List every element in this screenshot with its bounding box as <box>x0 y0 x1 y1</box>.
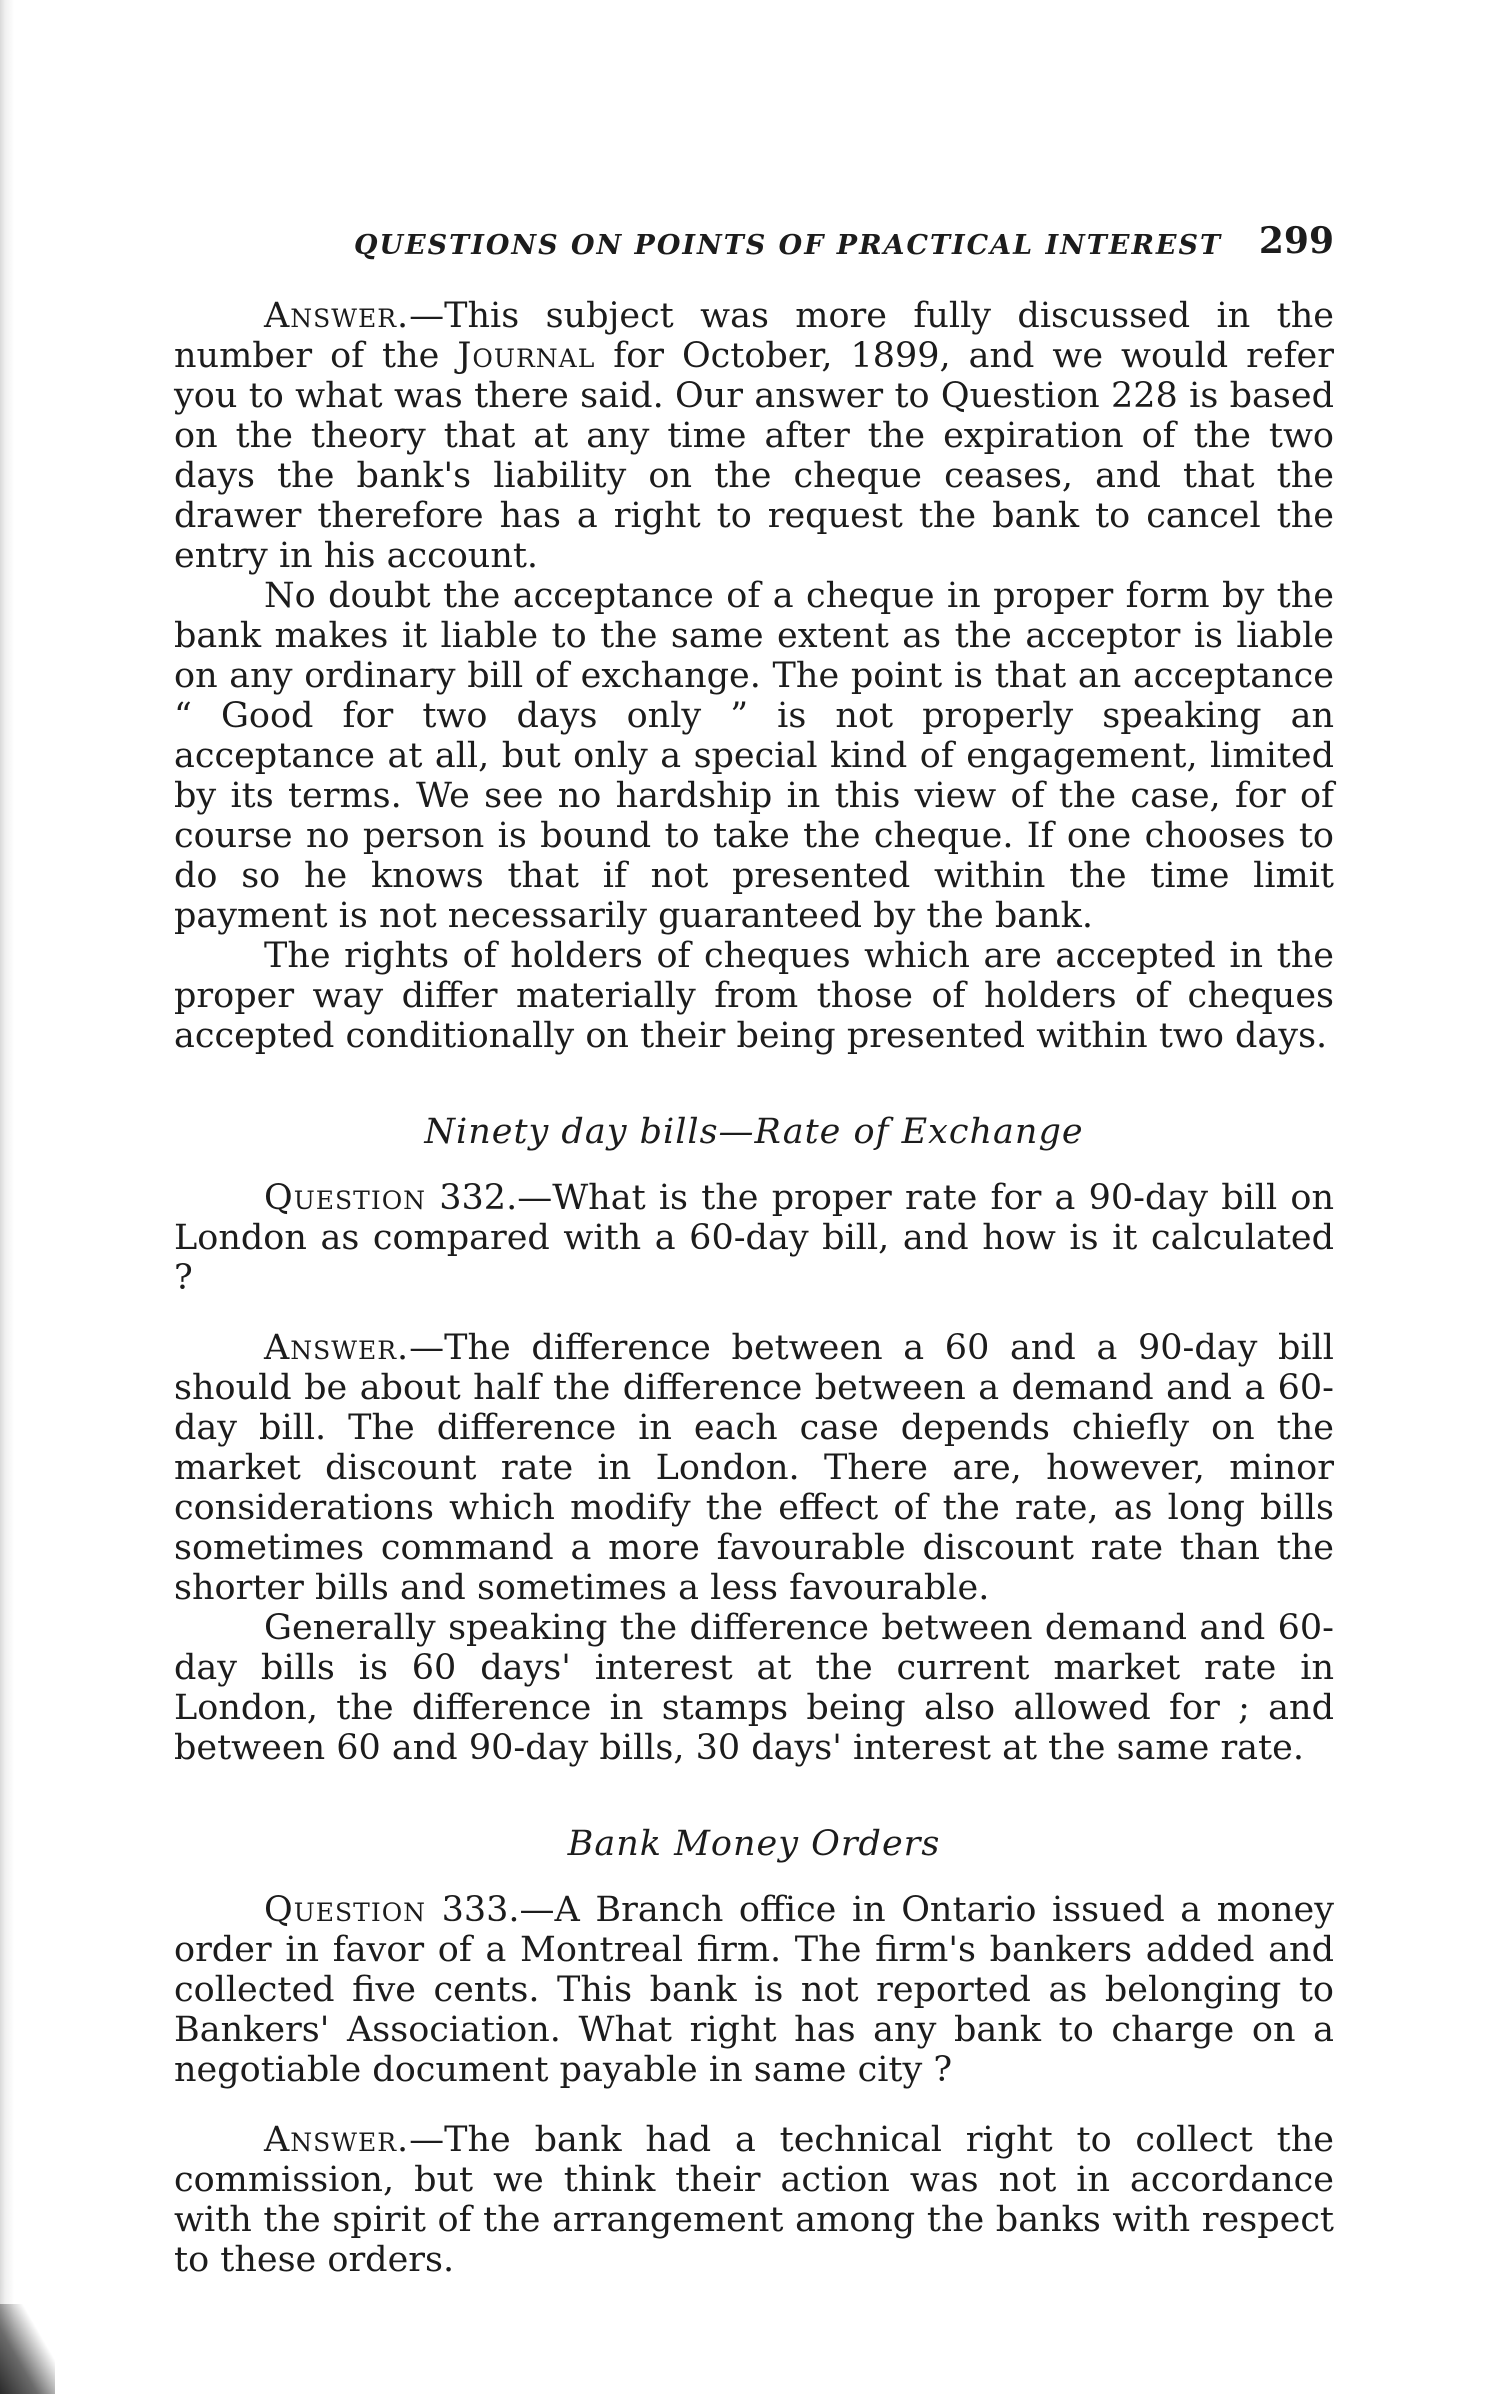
paragraph: Generally speaking the difference between demand and 60-day bills is 60 days' interest at the current market rate in London, the difference in stamps being also allowed for ; and between 60 and 90-day bills, 30 days' interest at the same rate. <box>174 1608 1334 1768</box>
text-run: 332.—What is the proper rate for a 90-day bill on London as compared with a 60-day bill, and how is it calculated ? <box>174 1178 1334 1298</box>
journal-word: Journal <box>457 336 596 376</box>
text-run: —The bank had a technical right to collect the commission, but we think their action was not in accordance with the spirit of the arrangement among the banks with respect to these orders. <box>174 2120 1334 2280</box>
running-title: QUESTIONS ON POINTS OF PRACTICAL INTEREST <box>354 230 1223 261</box>
answer-lead: Answer. <box>264 2120 410 2160</box>
text-run: —The difference between a 60 and a 90-day bill should be about half the difference between a demand and a 60-day bill. The difference in each case depends chiefly on the market discount rate in London. There are, however, minor considerations which modify the effect of the rate, as long bills sometimes command a more favourable discount rate than the shorter bills and sometimes a less favourable. <box>174 1328 1334 1608</box>
text-run: for October, 1899, and we would refer you to what was there said. Our answer to Question 228 is based on the theory that at any time after the expiration of the two days the bank's liability on the cheque ceases, and that the drawer therefore has a right to request the bank to cancel the entry in his account. <box>174 336 1334 576</box>
page-number: 299 <box>1258 220 1334 262</box>
text-run: 333.—A Branch office in Ontario issued a money order in favor of a Montreal firm. The firm's bankers added and collected five cents. This bank is not reported as belonging to Bankers' Association. What right has any bank to charge on a negotiable document payable in same city ? <box>174 1890 1334 2090</box>
text-run: —This subject was more fully discussed in the number of the <box>174 296 1334 376</box>
paragraph: The rights of holders of cheques which are accepted in the proper way differ materially from those of holders of cheques accepted conditionally on their being presented within two days. <box>174 936 1334 1056</box>
question-paragraph <box>174 1890 1334 2090</box>
question-333 <box>174 1890 1334 2280</box>
page-spine-shadow <box>0 0 14 2394</box>
paragraph: No doubt the acceptance of a cheque in proper form by the bank makes it liable to the same extent as the acceptor is liable on any ordinary bill of exchange. The point is that an acceptance “ Good for two days only ” is not properly speaking an acceptance at all, but only a special kind of engagement, limited by its terms. We see no hardship in this view of the case, for of course no person is bound to take the cheque. If one chooses to do so he knows that if not presented within the time limit payment is not necessarily guaranteed by the bank. <box>174 576 1334 936</box>
answer-lead: Answer. <box>264 296 410 336</box>
section-heading: Bank Money Orders <box>567 1824 941 1864</box>
question-paragraph <box>174 1178 1334 1298</box>
answer-block-continued <box>174 296 1334 1056</box>
question-lead: Question <box>264 1890 427 1930</box>
section-heading: Ninety day bills—Rate of Exchange <box>424 1112 1084 1152</box>
page-header <box>174 220 1334 280</box>
page-corner-shadow <box>0 2304 55 2394</box>
answer-paragraph <box>174 1328 1334 1608</box>
answer-paragraph <box>174 2120 1334 2280</box>
book-page <box>174 220 1334 2280</box>
question-332 <box>174 1178 1334 1768</box>
question-lead: Question <box>264 1178 427 1218</box>
answer-lead: Answer. <box>264 1328 410 1368</box>
paragraph <box>174 296 1334 576</box>
